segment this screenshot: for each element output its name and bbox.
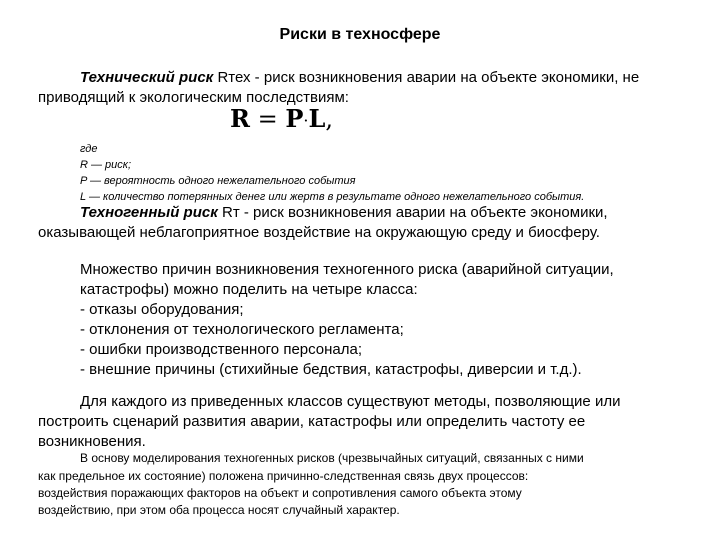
risk-formula [230, 104, 333, 133]
definition-p: P — вероятность одного нежелательного события [80, 175, 356, 187]
page-title: Риски в техносфере [279, 26, 441, 43]
tech-risk-definition: - риск возникновения аварии на объекте экономики, не [250, 69, 640, 86]
modeling-line2: как предельное их состояние) положена причинно-следственная связь двух процессов: [38, 469, 529, 483]
tech-risk-subscript: тех [228, 69, 251, 86]
formula-eq: = [257, 105, 278, 133]
methods-line2: построить сценарий развития аварии, катастрофы или определить частоту ее [38, 413, 586, 430]
modeling-line1: В основу моделирования техногенных рисков (чрезвычайных ситуаций, связанных с ними [80, 451, 584, 465]
tech-risk-term: Технический риск [80, 69, 214, 86]
techno-risk-subscript: т [232, 204, 240, 221]
techno-risk-line1 [80, 203, 608, 223]
methods-line3: возникновения. [38, 433, 146, 450]
modeling-line4: воздействию, при этом оба процесса носят случайный характер. [38, 503, 400, 517]
cause-item: - ошибки производственного персонала; [80, 341, 363, 358]
cause-item: - отказы оборудования; [80, 301, 244, 318]
tech-risk-line1 [80, 68, 639, 88]
definition-r: R — риск; [80, 159, 132, 171]
cause-item: - внешние причины (стихийные бедствия, катастрофы, диверсии и т.д.). [80, 361, 582, 378]
causes-line1: Множество причин возникновения техногенного риска (аварийной ситуации, [80, 261, 614, 278]
formula-p: P [285, 104, 304, 133]
methods-line1: Для каждого из приведенных классов существуют методы, позволяющие или [80, 393, 621, 410]
tech-risk-symbol: R [217, 69, 229, 86]
techno-risk-symbol: R [221, 204, 233, 221]
formula-l: L [308, 104, 326, 133]
techno-risk-line2: оказывающей неблагоприятное воздействие на окружающую среду и биосферу. [38, 224, 600, 241]
definition-l: L — количество потерянных денег или жертв в результате одного нежелательного события. [80, 191, 585, 203]
tech-risk-line2: приводящий к экологическим последствиям: [38, 89, 349, 106]
formula-comma: , [325, 105, 333, 133]
techno-risk-definition: - риск возникновения аварии на объекте экономики, [239, 204, 608, 221]
definition-where: где [80, 143, 98, 155]
causes-line2: катастрофы) можно поделить на четыре класса: [80, 281, 418, 298]
formula-r: R [230, 104, 250, 133]
formula-dot: · [303, 111, 309, 130]
cause-item: - отклонения от технологического регламента; [80, 321, 404, 338]
techno-risk-term: Техногенный риск [80, 204, 218, 221]
modeling-line3: воздействия поражающих факторов на объект и сопротивления самого объекта этому [38, 486, 522, 500]
